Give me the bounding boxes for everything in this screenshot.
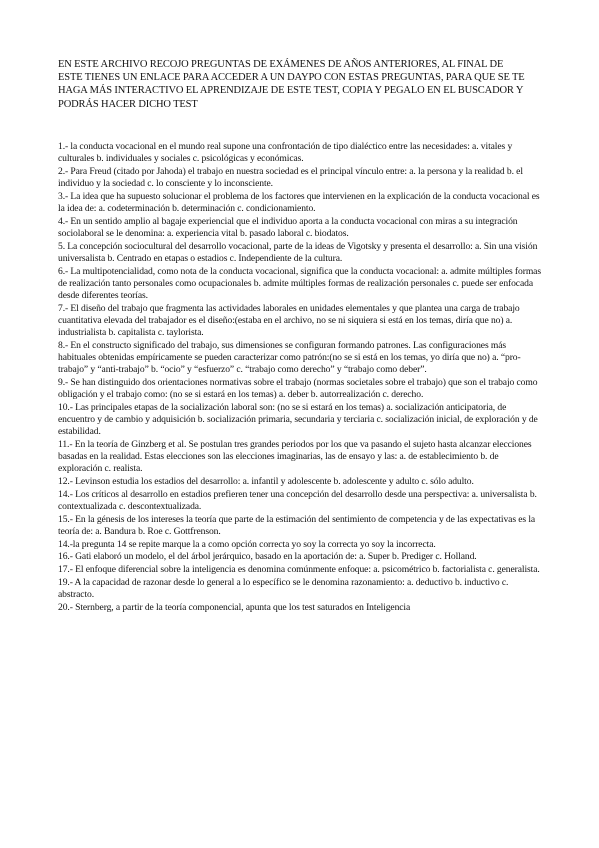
intro-paragraph: EN ESTE ARCHIVO RECOJO PREGUNTAS DE EXÁMENES DE AÑOS ANTERIORES, AL FINAL DE ESTE TIENES UN ENLACE PARA ACCEDER A UN DAYPO CON ESTAS PREGUNTAS, PARA QUE SE TE HAGA MÁS INTERACTIVO EL APRENDIZAJE DE ESTE TEST, COPIA Y PEGALO EN EL BUSCADOR Y PODRÁS HACER DICHO TEST	[58, 59, 525, 110]
question-item: 14.- Los críticos al desarrollo en estadios prefieren tener una concepción del desarrollo desde una perspectiva: a. universalista b. contextualizada c. descontextualizada.	[58, 488, 537, 512]
question-item: 9.- Se han distinguido dos orientaciones normativas sobre el trabajo (normas societales sobre el trabajo) que son el trabajo como obligación y el trabajo como: (no se si estará en los temas) a. deber b. autorrealización c. derecho.	[58, 376, 538, 401]
question-item: 4.- En un sentido amplio al bagaje experiencial que el individuo aporta a la conducta vocacional con miras a su integración sociolaboral se le denomina: a. experiencia vital b. pasado laboral c. biodatos.	[58, 215, 518, 239]
question-item: 17.- El enfoque diferencial sobre la inteligencia es denomina comúnmente enfoque: a. psicométrico b. factorialista c. generalista.	[58, 563, 540, 575]
question-item: 14.-la pregunta 14 se repite marque la a como opción correcta yo soy la correcta yo soy la incorrecta.	[58, 538, 436, 550]
question-item: 2.- Para Freud (citado por Jahoda) el trabajo en nuestra sociedad es el principal vínculo entre: a. la persona y la realidad b. el individuo y la sociedad c. lo consciente y lo inconsciente.	[58, 165, 523, 190]
question-item: 1.- la conducta vocacional en el mundo real supone una confrontación de tipo dialéctico entre las necesidades: a. vitales y culturales b. individuales y sociales c. psicológicas y económicas.	[58, 141, 513, 165]
question-item: 15.- En la génesis de los intereses la teoría que parte de la estimación del sentimiento de competencia y de las expectativas es la teoría de: a. Bandura b. Roe c. Gottfrenson.	[58, 513, 536, 537]
question-item: 12.- Levinson estudia los estadios del desarrollo: a. infantil y adolescente b. adolescente y adulto c. sólo adulto.	[58, 475, 474, 487]
question-item: 3.- La idea que ha supuesto solucionar el problema de los factores que intervienen en la explicación de la conducta vocacional es la idea de: a. codeterminación b. determinación c. condicionamiento.	[58, 190, 540, 215]
question-item: 19.- A la capacidad de razonar desde lo general a lo específico se le denomina razonamiento: a. deductivo b. inductivo c. abstracto.	[58, 576, 509, 600]
question-list	[58, 141, 544, 614]
question-item: 6.- La multipotencialidad, como nota de la conducta vocacional, significa que la conducta vocacional: a. admite múltiples formas de realización tanto personales como ocupacionales b. admite múltiples formas de realización personales c. puede ser enfocada desde diferentes teorías.	[58, 265, 541, 301]
question-item: 7.- El diseño del trabajo que fragmenta las actividades laborales en unidades elementales y que plantea una carga de trabajo cuantitativa elevada del trabajador es el diseño:(estaba en el archivo, no se ni siquiera si está en los temas, diría que no) a. industrialista b. capitalista c. taylorista.	[58, 302, 520, 339]
question-item: 11.- En la teoría de Ginzberg et al. Se postulan tres grandes periodos por los que va pasando el sujeto hasta alcanzar elecciones basadas en la realidad. Estas elecciones son las elecciones imaginarias, las de ensayo y las: a. de establecimiento b. de exploración c. realista.	[58, 438, 532, 475]
question-item: 20.- Sternberg, a partir de la teoría componencial, apunta que los test saturados en Inteligencia	[58, 601, 411, 613]
question-item: 8.- En el constructo significado del trabajo, sus dimensiones se configuran formando patrones. Las configuraciones más habituales obtenidas empíricamente se pueden caracterizar como patrón:(no se si está en los temas, yo diría que no) a. “pro-trabajo” y “anti-trabajo” b. “ocio” y “esfuerzo” c. “trabajo como derecho” y “trabajo como deber”.	[58, 339, 521, 376]
question-item: 16.- Gati elaboró un modelo, el del árbol jerárquico, basado en la aportación de: a. Super b. Prediger c. Holland.	[58, 551, 477, 563]
question-item: 5. La concepción sociocultural del desarrollo vocacional, parte de la ideas de Vigotsky y presenta el desarrollo: a. Sin una visión universalista b. Centrado en etapas o estadios c. Independiente de la cultura.	[58, 240, 538, 264]
question-item: 10.- Las principales etapas de la socialización laboral son: (no se si estará en los temas) a. socialización anticipatoria, de encuentro y de cambio y adquisición b. socialización primaria, secundaria y terciaria c. socialización inicial, de exploración y de estabilidad.	[58, 401, 538, 438]
